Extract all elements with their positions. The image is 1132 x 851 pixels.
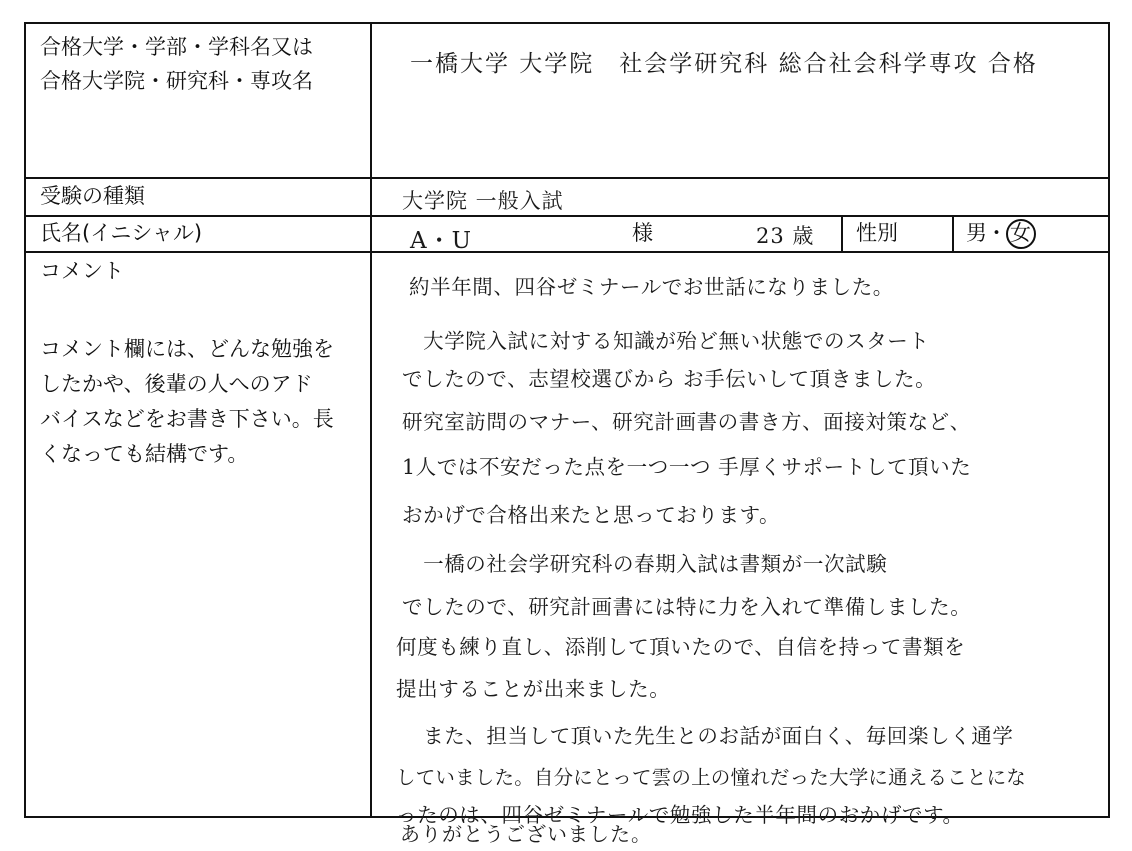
comment-line: 一橋の社会学研究科の春期入試は書類が一次試験: [402, 552, 888, 576]
form-border-top: [24, 22, 1110, 24]
comment-line: おかげで合格出来たと思っております。: [402, 503, 781, 527]
comment-closing-line: ありがとうございました。: [400, 822, 652, 846]
comment-line: 大学院入試に対する知識が殆ど無い状態でのスタート: [402, 329, 930, 353]
comment-line: でしたので、研究計画書には特に力を入れて準備しました。: [402, 595, 972, 619]
comment-line: でしたので、志望校選びから お手伝いして頂きました。: [402, 367, 937, 391]
comment-line: 何度も練り直し、添削して頂いたので、自信を持って書類を: [396, 635, 966, 659]
gender-separator: ・: [986, 221, 1007, 245]
name-label: 氏名(イニシャル): [40, 221, 203, 245]
row-divider-1: [24, 177, 1110, 179]
form-border-right: [1108, 22, 1110, 818]
gender-female-option: 女: [1010, 221, 1031, 245]
comment-instructions: コメント欄には、どんな勉強を したかや、後輩の人へのアド バイスなどをお書き下さい。長 くなっても結構です。: [40, 337, 334, 466]
name-initials: A・U: [410, 228, 472, 254]
honorific-label: 様: [632, 221, 653, 245]
gender-male-option: 男: [966, 221, 987, 245]
school-name-value: 一橋大学 大学院 社会学研究科 総合社会科学専攻 合格: [410, 51, 1038, 77]
row-divider-3: [24, 251, 1110, 253]
comment-line: していました。自分にとって雲の上の憧れだった大学に通えることにな: [396, 766, 1027, 789]
comment-line: 研究室訪問のマナー、研究計画書の書き方、面接対策など、: [402, 410, 971, 434]
gender-label: 性別: [856, 221, 898, 245]
student-report-form: [24, 22, 1110, 827]
comment-line: また、担当して頂いた先生とのお話が面白く、毎回楽しく通学: [402, 724, 1014, 748]
exam-type-value: 大学院 一般入試: [402, 189, 564, 213]
gender-label-divider: [952, 215, 954, 253]
comment-line: 約半年間、四谷ゼミナールでお世話になりました。: [409, 275, 894, 299]
school-name-label: 合格大学・学部・学科名又は 合格大学院・研究科・専攻名: [40, 35, 313, 93]
age-value: 23 歳: [756, 224, 815, 248]
exam-type-label: 受験の種類: [40, 184, 145, 208]
comment-line: 提出することが出来ました。: [396, 677, 671, 701]
form-border-left: [24, 22, 26, 818]
column-divider: [370, 22, 372, 818]
comment-line: ったのは、四谷ゼミナールで勉強した半年間のおかげです。: [396, 803, 964, 827]
age-gender-divider: [841, 215, 843, 253]
comment-line: 1人では不安だった点を一つ一つ 手厚くサポートして頂いた: [402, 455, 972, 479]
comment-label: コメント: [40, 259, 124, 283]
